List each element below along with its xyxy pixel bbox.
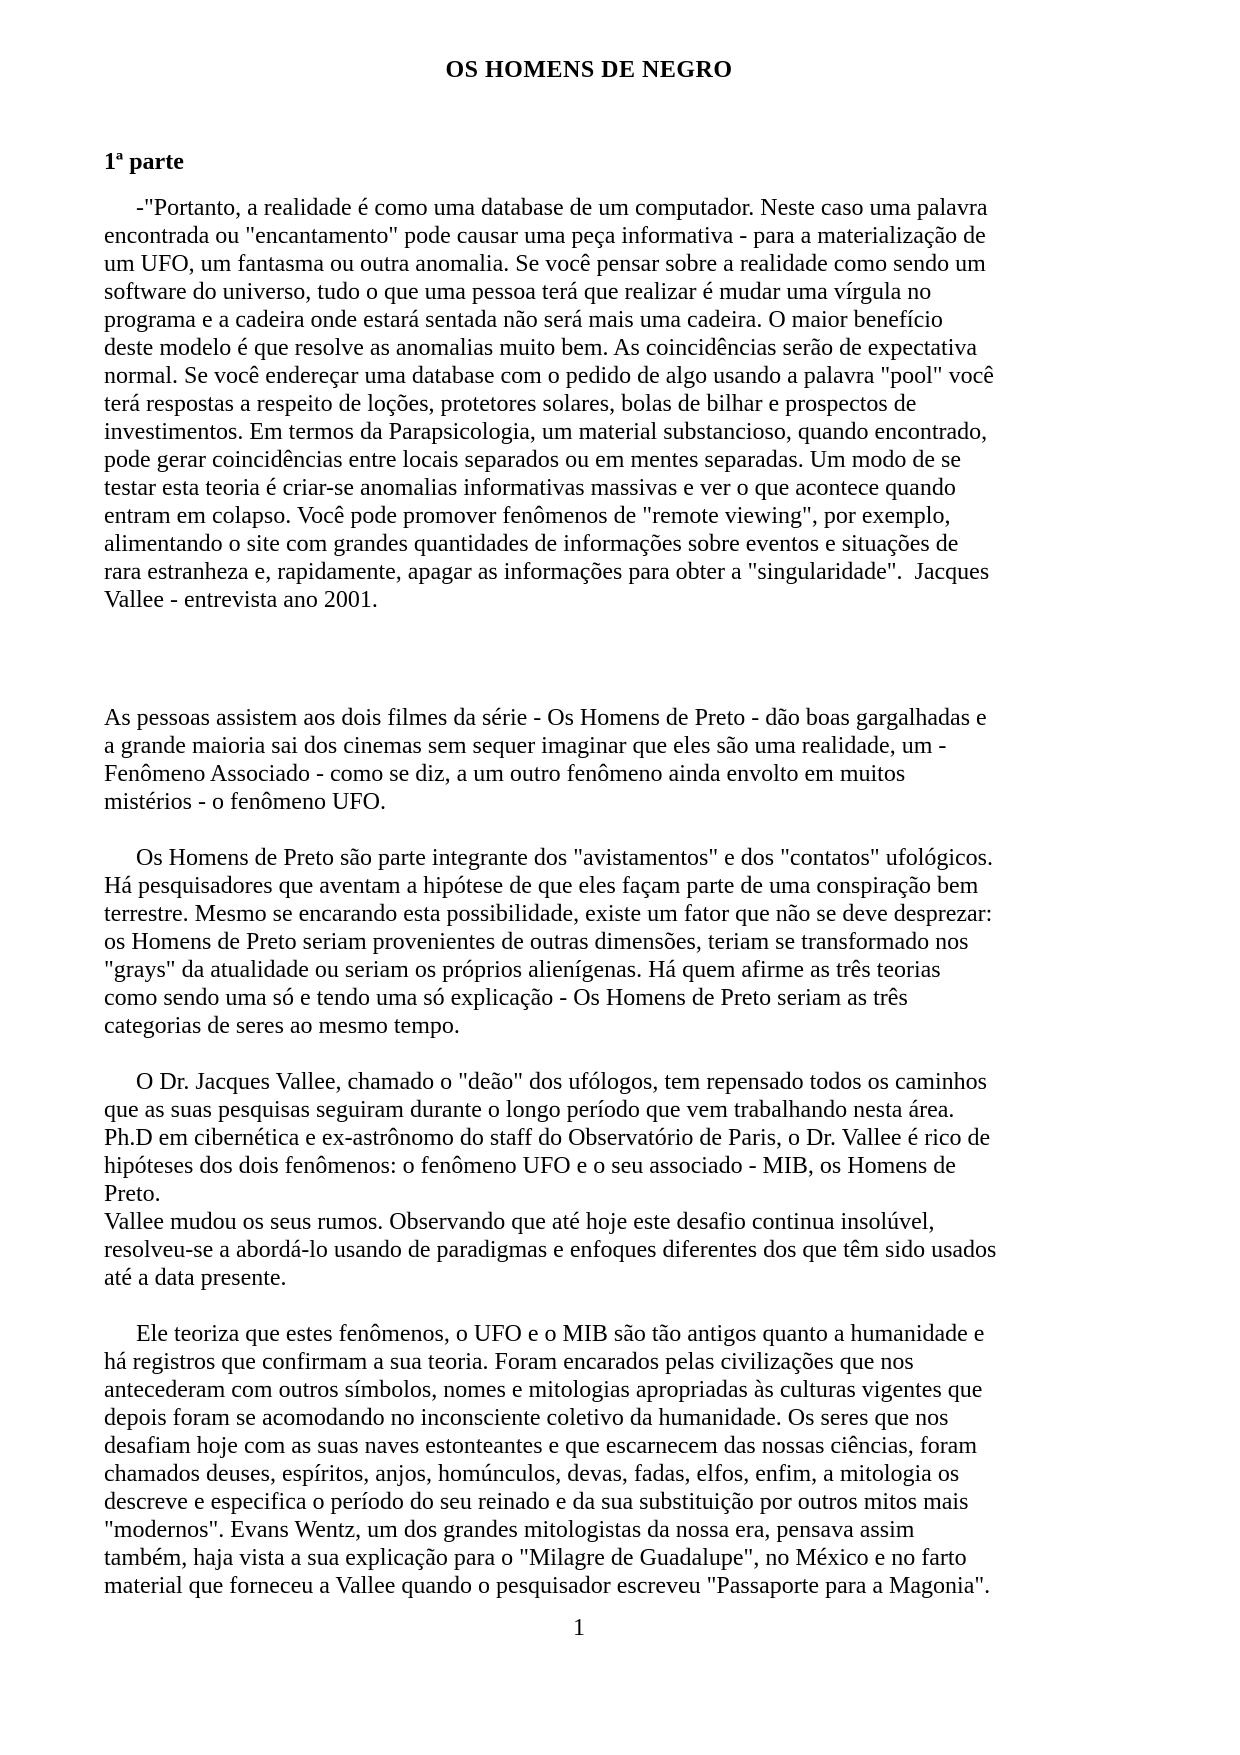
text-line: Fenômeno Associado - como se diz, a um outro fenômeno ainda envolto em muitos xyxy=(104,761,906,787)
text-line: pode gerar coincidências entre locais separados ou em mentes separadas. Um modo de se xyxy=(104,447,962,473)
text-line: investimentos. Em termos da Parapsicologia, um material substancioso, quando encontrado, xyxy=(104,419,988,445)
text-line: entram em colapso. Você pode promover fenômenos de "remote viewing", por exemplo, xyxy=(104,503,951,529)
paragraph-vallee-background xyxy=(104,1068,1154,1292)
text-line: chamados deuses, espíritos, anjos, homúnculos, devas, fadas, elfos, enfim, a mitologia os xyxy=(104,1461,960,1487)
text-line: os Homens de Preto seriam provenientes de outras dimensões, teriam se transformado nos xyxy=(104,929,969,955)
paragraph-films-intro xyxy=(104,704,1154,816)
text-line: desafiam hoje com as suas naves estonteantes e que escarnecem das nossas ciências, foram xyxy=(104,1433,977,1459)
text-line: deste modelo é que resolve as anomalias muito bem. As coincidências serão de expectativa xyxy=(104,335,978,361)
text-line: categorias de seres ao mesmo tempo. xyxy=(104,1013,460,1039)
text-line: -"Portanto, a realidade é como uma database de um computador. Neste caso uma palavra xyxy=(136,195,988,221)
text-line: há registros que confirmam a sua teoria. Foram encarados pelas civilizações que nos xyxy=(104,1349,914,1375)
text-line: Há pesquisadores que aventam a hipótese de que eles façam parte de uma conspiração bem xyxy=(104,873,979,899)
text-line: um UFO, um fantasma ou outra anomalia. Se você pensar sobre a realidade como sendo um xyxy=(104,251,986,277)
section-heading: 1ª parte xyxy=(104,149,184,175)
text-line: "modernos". Evans Wentz, um dos grandes mitologistas da nossa era, pensava assim xyxy=(104,1517,915,1543)
text-line: software do universo, tudo o que uma pessoa terá que realizar é mudar uma vírgula no xyxy=(104,279,932,305)
text-line: O Dr. Jacques Vallee, chamado o "deão" dos ufólogos, tem repensado todos os caminhos xyxy=(136,1069,987,1095)
text-line: normal. Se você endereçar uma database com o pedido de algo usando a palavra "pool" você xyxy=(104,363,994,389)
text-line: "grays" da atualidade ou seriam os próprios alienígenas. Há quem afirme as três teorias xyxy=(104,957,941,983)
text-line: Ph.D em cibernética e ex-astrônomo do staff do Observatório de Paris, o Dr. Vallee é rico de xyxy=(104,1125,991,1151)
page-number: 1 xyxy=(573,1615,585,1641)
paragraph-vallee-quote xyxy=(104,194,1154,614)
text-line: alimentando o site com grandes quantidades de informações sobre eventos e situações de xyxy=(104,531,959,557)
text-line: Vallee - entrevista ano 2001. xyxy=(104,587,378,613)
text-line: Os Homens de Preto são parte integrante dos "avistamentos" e dos "contatos" ufológicos. xyxy=(136,845,994,871)
text-line: programa e a cadeira onde estará sentada não será mais uma cadeira. O maior benefício xyxy=(104,307,943,333)
text-line: rara estranheza e, rapidamente, apagar as informações para obter a "singularidade". Jacques xyxy=(104,559,990,585)
text-line: material que forneceu a Vallee quando o pesquisador escreveu "Passaporte para a Magonia". xyxy=(104,1573,991,1599)
text-line: que as suas pesquisas seguiram durante o longo período que vem trabalhando nesta área. xyxy=(104,1097,955,1123)
text-line: descreve e especifica o período do seu reinado e da sua substituição por outros mitos mais xyxy=(104,1489,969,1515)
text-line: As pessoas assistem aos dois filmes da série - Os Homens de Preto - dão boas gargalhadas e xyxy=(104,705,987,731)
text-line: como sendo uma só e tendo uma só explicação - Os Homens de Preto seriam as três xyxy=(104,985,908,1011)
text-line: também, haja vista a sua explicação para o "Milagre de Guadalupe", no México e no farto xyxy=(104,1545,967,1571)
text-line: resolveu-se a abordá-lo usando de paradigmas e enfoques diferentes dos que têm sido usados xyxy=(104,1237,997,1263)
text-line: terá respostas a respeito de loções, protetores solares, bolas de bilhar e prospectos de xyxy=(104,391,917,417)
paragraph-ancient-phenomena xyxy=(104,1320,1154,1600)
document-title: OS HOMENS DE NEGRO xyxy=(445,57,733,83)
text-line: depois foram se acomodando no inconsciente coletivo da humanidade. Os seres que nos xyxy=(104,1405,949,1431)
text-line: Ele teoriza que estes fenômenos, o UFO e o MIB são tão antigos quanto a humanidade e xyxy=(136,1321,985,1347)
text-line: terrestre. Mesmo se encarando esta possibilidade, existe um fator que não se deve desprezar: xyxy=(104,901,993,927)
document-body xyxy=(104,194,1154,1600)
text-line: até a data presente. xyxy=(104,1265,287,1291)
text-line: a grande maioria sai dos cinemas sem sequer imaginar que eles são uma realidade, um - xyxy=(104,733,947,759)
paragraph-mib-theories xyxy=(104,844,1154,1040)
text-line: antecederam com outros símbolos, nomes e mitologias apropriadas às culturas vigentes que xyxy=(104,1377,983,1403)
text-line: mistérios - o fenômeno UFO. xyxy=(104,789,386,815)
text-line: Preto. xyxy=(104,1181,161,1207)
text-line: testar esta teoria é criar-se anomalias informativas massivas e ver o que acontece quando xyxy=(104,475,956,501)
text-line: encontrada ou "encantamento" pode causar uma peça informativa - para a materialização de xyxy=(104,223,986,249)
text-line: Vallee mudou os seus rumos. Observando que até hoje este desafio continua insolúvel, xyxy=(104,1209,935,1235)
text-line: hipóteses dos dois fenômenos: o fenômeno UFO e o seu associado - MIB, os Homens de xyxy=(104,1153,956,1179)
